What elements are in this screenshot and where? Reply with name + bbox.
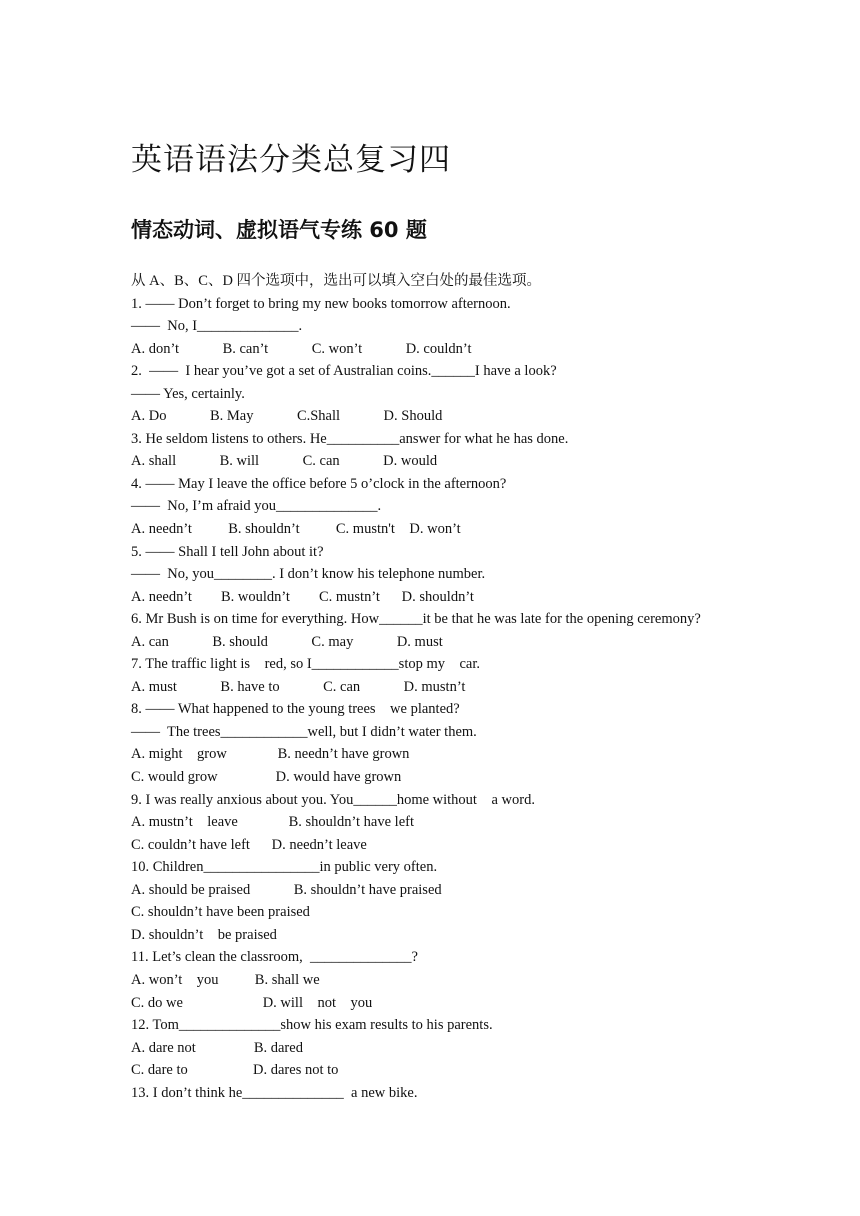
text-line: —— No, I______________. — [131, 318, 303, 335]
text-line: A. should be praised B. shouldn’t have praised — [131, 881, 442, 898]
text-line: 8. —— What happened to the young trees we planted? — [131, 701, 460, 718]
text-line: —— Yes, certainly. — [131, 385, 245, 402]
text-line: A. must B. have to C. can D. mustn’t — [131, 678, 466, 695]
text-line: A. won’t you B. shall we — [131, 971, 320, 988]
text-line: 9. I was really anxious about you. You______home without a word. — [131, 791, 535, 808]
text-line: 1. —— Don’t forget to bring my new books tomorrow afternoon. — [131, 295, 511, 312]
text-line: A. shall B. will C. can D. would — [131, 453, 438, 470]
text-line: C. couldn’t have left D. needn’t leave — [131, 836, 367, 853]
text-line: 12. Tom______________show his exam results to his parents. — [131, 1017, 493, 1034]
text-line: A. needn’t B. shouldn’t C. mustn't D. won’t — [131, 521, 461, 538]
text-line: D. shouldn’t be praised — [131, 926, 277, 943]
text-line: —— No, I’m afraid you______________. — [131, 498, 382, 515]
text-line: 11. Let’s clean the classroom, ______________? — [131, 949, 418, 966]
exercise-body — [131, 270, 831, 1104]
text-line: A. mustn’t leave B. shouldn’t have left — [131, 814, 414, 831]
text-line: C. dare to D. dares not to — [131, 1062, 339, 1079]
text-line: 3. He seldom listens to others. He__________answer for what he has done. — [131, 430, 569, 447]
document-title: 英语语法分类总复习四 — [131, 142, 451, 178]
text-line: 13. I don’t think he______________ a new bike. — [131, 1084, 418, 1101]
text-line: 5. —— Shall I tell John about it? — [131, 543, 324, 560]
text-line: A. dare not B. dared — [131, 1039, 303, 1056]
text-line: 从 A、B、C、D 四个选项中，选出可以填入空白处的最佳选项。 — [131, 273, 542, 289]
document-subtitle: 情态动词、虚拟语气专练 60 题 — [131, 218, 427, 242]
text-line: 4. —— May I leave the office before 5 o’clock in the afternoon? — [131, 475, 507, 492]
text-line: C. would grow D. would have grown — [131, 769, 402, 786]
text-line: C. do we D. will not you — [131, 994, 373, 1011]
text-line: —— No, you________. I don’t know his telephone number. — [131, 566, 486, 583]
text-line: 10. Children________________in public very often. — [131, 859, 438, 876]
text-line: A. might grow B. needn’t have grown — [131, 746, 410, 763]
text-line: A. Do B. May C.Shall D. Should — [131, 408, 443, 425]
text-line: A. don’t B. can’t C. won’t D. couldn’t — [131, 340, 472, 357]
text-line: A. needn’t B. wouldn’t C. mustn’t D. shouldn’t — [131, 588, 474, 605]
text-line: 7. The traffic light is red, so I____________stop my car. — [131, 656, 481, 673]
text-line: —— The trees____________well, but I didn’t water them. — [131, 723, 477, 740]
text-line: C. shouldn’t have been praised — [131, 904, 310, 921]
text-line: 2. —— I hear you’ve got a set of Australian coins.______I have a look? — [131, 363, 557, 380]
text-line: 6. Mr Bush is on time for everything. How______it be that he was late for the opening ceremony? — [131, 611, 701, 628]
text-line: A. can B. should C. may D. must — [131, 633, 443, 650]
